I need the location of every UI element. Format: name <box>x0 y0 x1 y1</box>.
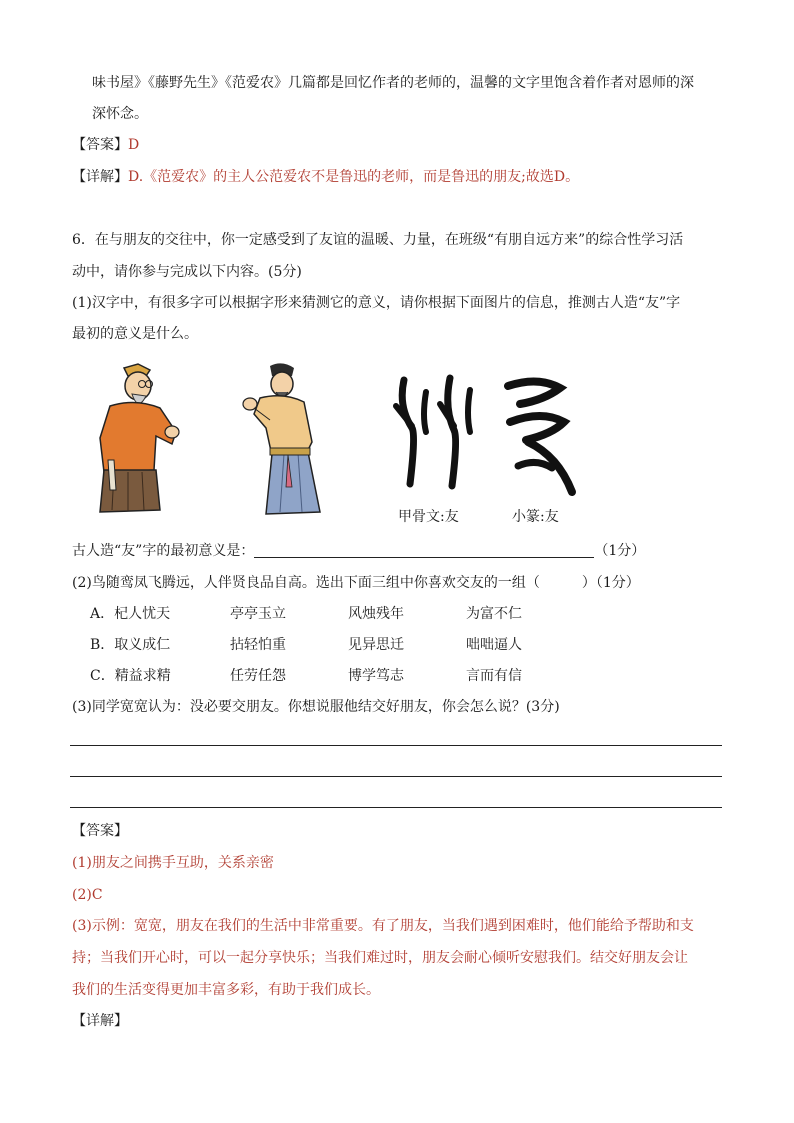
prev-text-line2: 深怀念。 <box>92 106 148 122</box>
answer-line-2[interactable] <box>70 776 722 777</box>
option-a-label[interactable]: A．杞人忧天 <box>90 606 171 622</box>
fill-blank[interactable] <box>254 541 594 558</box>
answer-3-line2: 持；当我们开心时，可以一起分享快乐；当我们难过时，朋友会耐心倾听安慰我们。结交好朋友会让 <box>72 950 688 966</box>
small-seal-you-glyph <box>498 370 588 500</box>
scholar-orange-figure <box>80 360 190 518</box>
oracle-bone-you-glyph <box>390 372 480 492</box>
option-a-word4: 为富不仁 <box>466 606 522 622</box>
fill-score: （1分） <box>594 543 646 559</box>
answer-3-line1: (3)示例：宽宽，朋友在我们的生活中非常重要。有了朋友，当我们遇到困难时，他们能给予帮助和支 <box>72 918 694 934</box>
option-b-word4: 咄咄逼人 <box>466 637 522 653</box>
option-a-word3: 风烛残年 <box>348 606 404 622</box>
prev-detail <box>72 166 579 188</box>
answer-detail-tag: 【详解】 <box>72 1013 128 1029</box>
answer-tag: 【答案】 <box>72 137 128 153</box>
prev-text-line1: 味书屋》《藤野先生》《范爱农》几篇都是回忆作者的老师的，温馨的文字里饱含着作者对恩师的深 <box>92 75 694 91</box>
option-b-label[interactable]: B．取义成仁 <box>90 637 171 653</box>
option-c-word4: 言而有信 <box>466 668 522 684</box>
q6-sub1-line2: 最初的意义是什么。 <box>72 326 198 342</box>
q6-stem-line1: 6．在与朋友的交往中，你一定感受到了友谊的温暖、力量，在班级“有朋自远方来”的综合性学习活 <box>72 232 684 248</box>
q6-sub1-line1: (1)汉字中，有很多字可以根据字形来猜测它的意义，请你根据下面图片的信息，推测古人造“友”字 <box>72 295 681 311</box>
q6-fill-question <box>72 540 645 562</box>
q6-stem-line2: 动中，请你参与完成以下内容。(5分) <box>72 264 302 280</box>
scholar-blue-figure <box>236 362 332 518</box>
q6-sub3: (3)同学宽宽认为：没必要交朋友。你想说服他结交好朋友，你会怎么说？(3分) <box>72 699 560 715</box>
answer-section-tag: 【答案】 <box>72 823 128 839</box>
option-b-word2: 拈轻怕重 <box>230 637 286 653</box>
answer-3-line3: 我们的生活变得更加丰富多彩，有助于我们成长。 <box>72 982 380 998</box>
answer-2: (2)C <box>72 887 103 903</box>
option-c-label[interactable]: C．精益求精 <box>90 668 171 684</box>
caption-small-seal: 小篆:友 <box>512 509 559 525</box>
q6-sub2: (2)鸟随鸾凤飞腾远，人伴贤良品自高。选出下面三组中你喜欢交友的一组（ ）（1分） <box>72 575 640 591</box>
fill-prompt: 古人造“友”字的最初意义是： <box>72 543 255 559</box>
answer-line-1[interactable] <box>70 745 722 746</box>
answer-1: (1)朋友之间携手互助，关系亲密 <box>72 855 274 871</box>
answer-line-3[interactable] <box>70 807 722 808</box>
option-c-word2: 任劳任怨 <box>230 668 286 684</box>
caption-oracle-bone: 甲骨文:友 <box>398 509 459 525</box>
option-c-word3: 博学笃志 <box>348 668 404 684</box>
detail-tag: 【详解】 <box>72 169 128 185</box>
answer-value: D <box>128 137 140 153</box>
option-a-word2: 亭亭玉立 <box>230 606 286 622</box>
option-b-word3: 见异思迁 <box>348 637 404 653</box>
prev-answer <box>72 134 139 156</box>
detail-text: D.《范爱农》的主人公范爱农不是鲁迅的老师，而是鲁迅的朋友;故选D。 <box>128 169 580 185</box>
